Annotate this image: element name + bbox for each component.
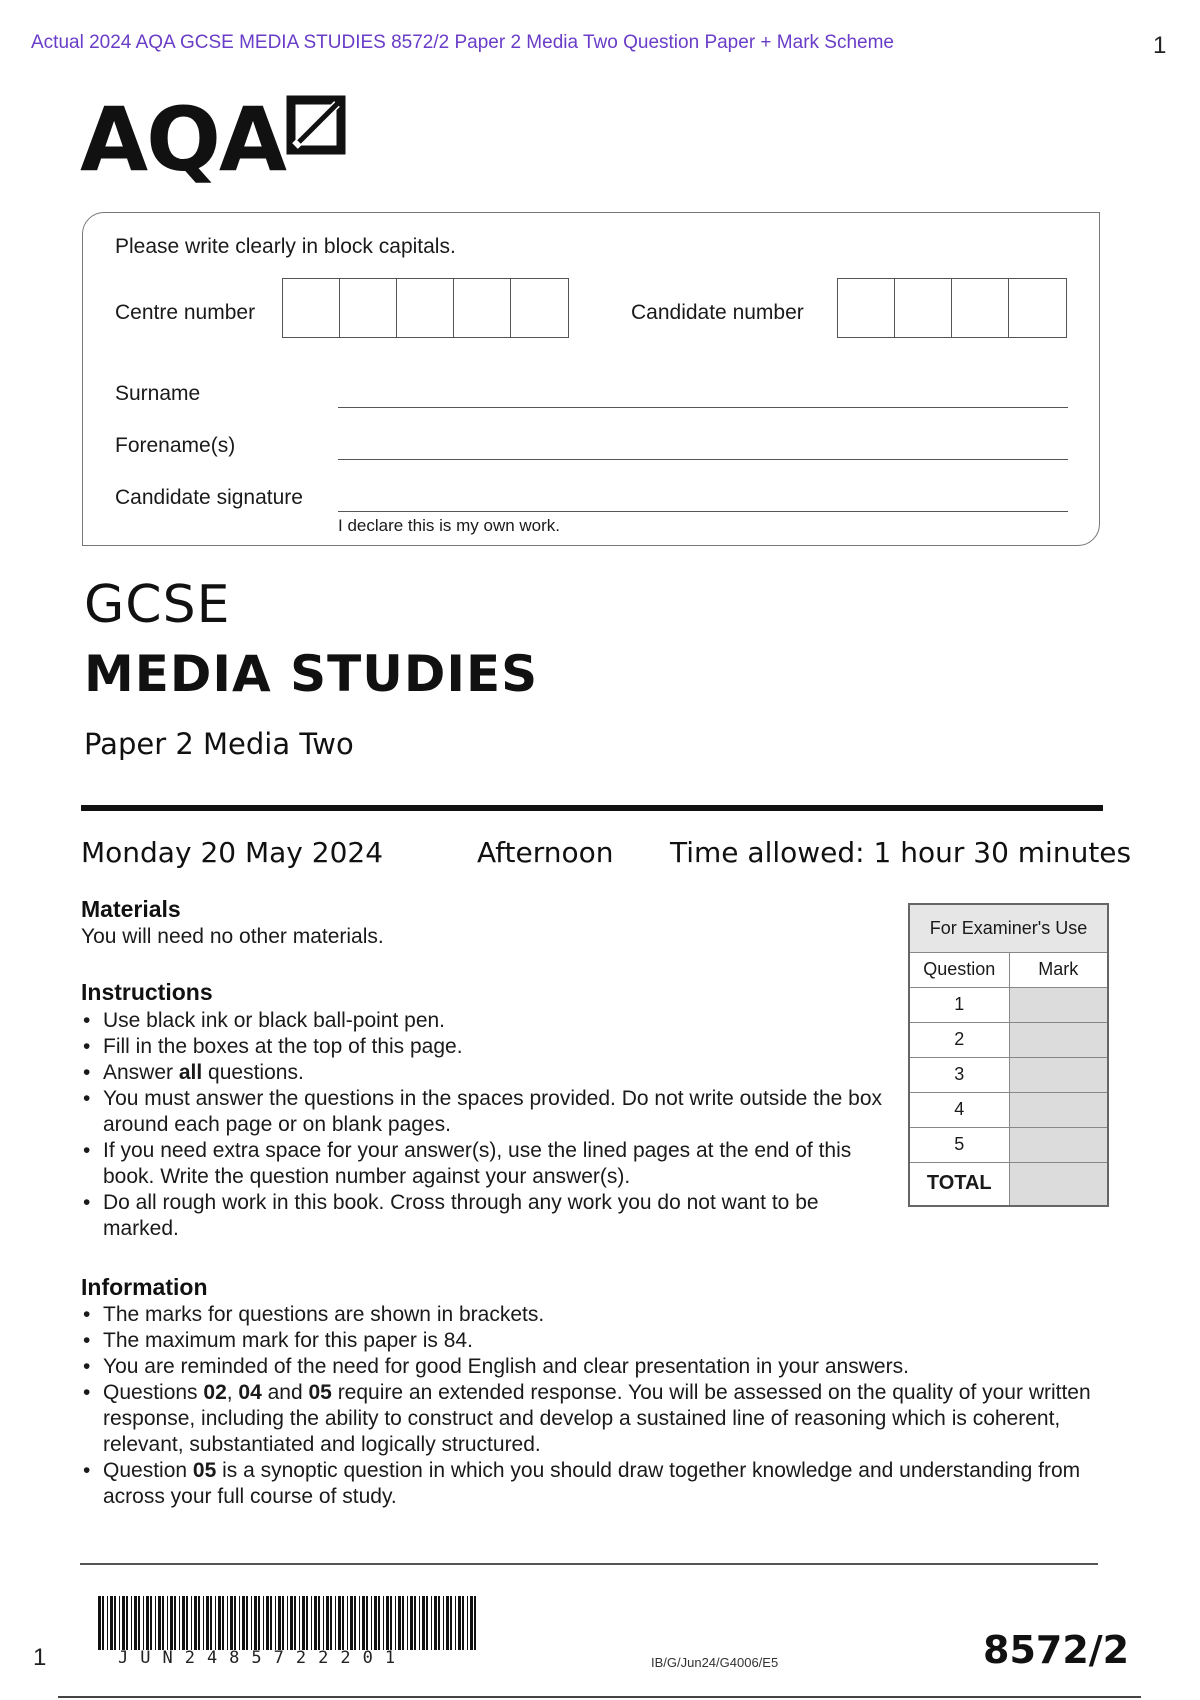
barcode-bar [395,1596,396,1650]
barcode-bar [246,1596,248,1650]
barcode-bar [299,1596,300,1650]
centre-number-digit[interactable] [340,279,397,337]
barcode-bar [122,1596,125,1650]
document-reference: IB/G/Jun24/G4006/E5 [651,1655,779,1670]
centre-number-digit[interactable] [283,279,340,337]
barcode-bar [210,1596,212,1650]
barcode-bar [290,1596,293,1650]
barcode-bar [386,1596,389,1650]
barcode-bar [270,1596,272,1650]
barcode-bar [242,1596,245,1650]
question-number: 3 [909,1057,1009,1092]
aqa-logo-mark-icon [285,94,347,156]
barcode-bar [215,1596,216,1650]
signature-field[interactable] [338,511,1068,512]
barcode-bar [167,1596,168,1650]
barcode-bar [443,1596,444,1650]
barcode-bar [191,1596,192,1650]
barcode-digits: JUN2485722201 [118,1648,408,1668]
barcode-bar [306,1596,308,1650]
total-mark-cell[interactable] [1009,1162,1108,1206]
barcode-bar [374,1596,377,1650]
barcode-bar [294,1596,296,1650]
barcode-bar [239,1596,240,1650]
mark-cell[interactable] [1009,1022,1108,1057]
barcode-bar [359,1596,360,1650]
list-item: • You are reminded of the need for good English and clear presentation in your answers. [81,1354,1101,1380]
barcode-bar [354,1596,356,1650]
barcode-bar [330,1596,332,1650]
list-item: • Question 05 is a synoptic question in which you should draw together knowledge and understanding from across your full course of study. [81,1458,1101,1510]
barcode-bar [446,1596,449,1650]
materials-heading: Materials [81,896,181,922]
barcode-bar [266,1596,269,1650]
centre-number-boxes[interactable] [282,278,569,338]
barcode-bar [222,1596,224,1650]
centre-number-digit[interactable] [397,279,454,337]
barcode-bar [462,1596,464,1650]
subject-title: MEDIA STUDIES [84,645,539,703]
total-label: TOTAL [909,1162,1009,1206]
page-number-bottom: 1 [33,1644,47,1671]
candidate-details-box [82,212,1100,546]
surname-label: Surname [115,382,201,405]
barcode-bar [119,1596,120,1650]
barcode-bar [230,1596,233,1650]
barcode-bar [186,1596,188,1650]
information-heading: Information [81,1274,208,1300]
barcode-bar [258,1596,260,1650]
qualification-title: GCSE [84,575,231,635]
mark-column-header: Mark [1009,952,1108,987]
barcode-bar [138,1596,140,1650]
page-number-top: 1 [1153,32,1167,59]
barcode-bar [311,1596,312,1650]
barcode-bar [278,1596,281,1650]
barcode-bar [318,1596,320,1650]
time-allowed: Time allowed: 1 hour 30 minutes [670,836,1132,869]
barcode-bar [470,1596,473,1650]
barcode-bar [198,1596,200,1650]
candidate-number-digit[interactable] [1009,279,1066,337]
barcode-bar [203,1596,204,1650]
logo-text: AQA [80,88,286,191]
barcode-bar [407,1596,408,1650]
barcode-bar [431,1596,432,1650]
barcode-bar [282,1596,284,1650]
barcode-bar [450,1596,452,1650]
barcode-bar [350,1596,353,1650]
barcode-bar [467,1596,468,1650]
barcode-bar [158,1596,161,1650]
forenames-label: Forename(s) [115,434,236,457]
barcode-bar [143,1596,144,1650]
barcode-bar [347,1596,348,1650]
barcode-bar [218,1596,221,1650]
barcode-bar [474,1596,476,1650]
examiner-use-table [908,903,1109,1207]
question-number: 5 [909,1127,1009,1162]
barcode-bar [458,1596,461,1650]
barcode-bar [251,1596,252,1650]
candidate-number-digit[interactable] [952,279,1009,337]
barcode-bar [107,1596,108,1650]
barcode-bar [422,1596,425,1650]
barcode-bar [134,1596,137,1650]
barcode-bar [378,1596,380,1650]
mark-cell[interactable] [1009,1127,1108,1162]
barcode-bar [414,1596,416,1650]
barcode-bar [338,1596,341,1650]
aqa-logo [80,90,350,190]
barcode-bar [194,1596,197,1650]
barcode-bar [438,1596,440,1650]
barcode-bar [131,1596,132,1650]
list-item: • The marks for questions are shown in brackets. [81,1302,1101,1328]
instructions-list [81,1008,891,1242]
barcode-bar [234,1596,236,1650]
paper-code: 8572/2 [983,1628,1130,1672]
question-column-header: Question [909,952,1009,987]
list-item: • Answer all questions. [81,1060,891,1086]
list-item: • Do all rough work in this book. Cross through any work you do not want to be marked. [81,1190,891,1242]
barcode-bar [110,1596,113,1650]
materials-text: You will need no other materials. [81,925,384,948]
question-number: 2 [909,1022,1009,1057]
barcode-bar [398,1596,401,1650]
footer-divider [80,1563,1098,1565]
barcode-bar [323,1596,324,1650]
title-divider [81,805,1103,811]
barcode-bar [366,1596,368,1650]
barcode-bar [227,1596,228,1650]
barcode-bar [326,1596,329,1650]
barcode-bar [179,1596,180,1650]
barcode-bar [434,1596,437,1650]
barcode-bar [263,1596,264,1650]
barcode-bar [170,1596,173,1650]
candidate-number-digit[interactable] [895,279,952,337]
barcode-bar [419,1596,420,1650]
candidate-number-boxes[interactable] [837,278,1067,338]
list-item: • Fill in the boxes at the top of this page. [81,1034,891,1060]
document-header-title: Actual 2024 AQA GCSE MEDIA STUDIES 8572/2 Paper 2 Media Two Question Paper + Mark Scheme [31,32,894,53]
candidate-number-digit[interactable] [838,279,895,337]
paper-title: Paper 2 Media Two [84,727,354,761]
surname-field[interactable] [338,407,1068,408]
barcode-bar [371,1596,372,1650]
barcode-bar [162,1596,164,1650]
barcode-bar [335,1596,336,1650]
barcode-bar [342,1596,344,1650]
mark-cell[interactable] [1009,1057,1108,1092]
barcode-bar [402,1596,404,1650]
barcode-bar [182,1596,185,1650]
barcode-bar [410,1596,413,1650]
examiner-table-title: For Examiner's Use [909,904,1108,952]
signature-label: Candidate signature [115,486,303,509]
exam-session: Afternoon [477,836,614,869]
block-capitals-instruction: Please write clearly in block capitals. [115,235,456,258]
barcode-bar [302,1596,305,1650]
mark-cell[interactable] [1009,1092,1108,1127]
barcode-bar [390,1596,392,1650]
barcode-bar [426,1596,428,1650]
list-item: • If you need extra space for your answer(s), use the lined pages at the end of this book. Write the question number against your answer(s). [81,1138,891,1190]
declaration-text: I declare this is my own work. [338,516,561,535]
barcode-bar [206,1596,209,1650]
barcode-bar [146,1596,149,1650]
candidate-number-label: Candidate number [631,301,804,324]
list-item: • Questions 02, 04 and 05 require an extended response. You will be assessed on the quality of your written response, including the ability to construct and develop a sustained line of reasoning which is coherent, relevant, substantiated and logically structured. [81,1380,1101,1458]
barcode-bar [275,1596,276,1650]
barcode-bar [383,1596,384,1650]
exam-date: Monday 20 May 2024 [81,836,384,869]
centre-number-digit[interactable] [454,279,511,337]
barcode-bar [102,1596,104,1650]
barcode-bar [126,1596,128,1650]
barcode-bar [362,1596,365,1650]
barcode-bar [150,1596,152,1650]
barcode-bar [114,1596,116,1650]
barcode-bar [98,1596,101,1650]
list-item: • You must answer the questions in the spaces provided. Do not write outside the box around each page or on blank pages. [81,1086,891,1138]
barcode-bar [254,1596,257,1650]
mark-cell[interactable] [1009,987,1108,1022]
barcode-bar [174,1596,176,1650]
page-bottom-rule [58,1696,1141,1698]
information-list [81,1302,1101,1510]
barcode-bar [455,1596,456,1650]
question-number: 1 [909,987,1009,1022]
list-item: • The maximum mark for this paper is 84. [81,1328,1101,1354]
barcode-bar [287,1596,288,1650]
barcode [98,1596,480,1650]
centre-number-label: Centre number [115,301,256,324]
instructions-heading: Instructions [81,979,213,1005]
forenames-field[interactable] [338,459,1068,460]
list-item: • Use black ink or black ball-point pen. [81,1008,891,1034]
barcode-bar [155,1596,156,1650]
barcode-bar [314,1596,317,1650]
centre-number-digit[interactable] [511,279,568,337]
question-number: 4 [909,1092,1009,1127]
